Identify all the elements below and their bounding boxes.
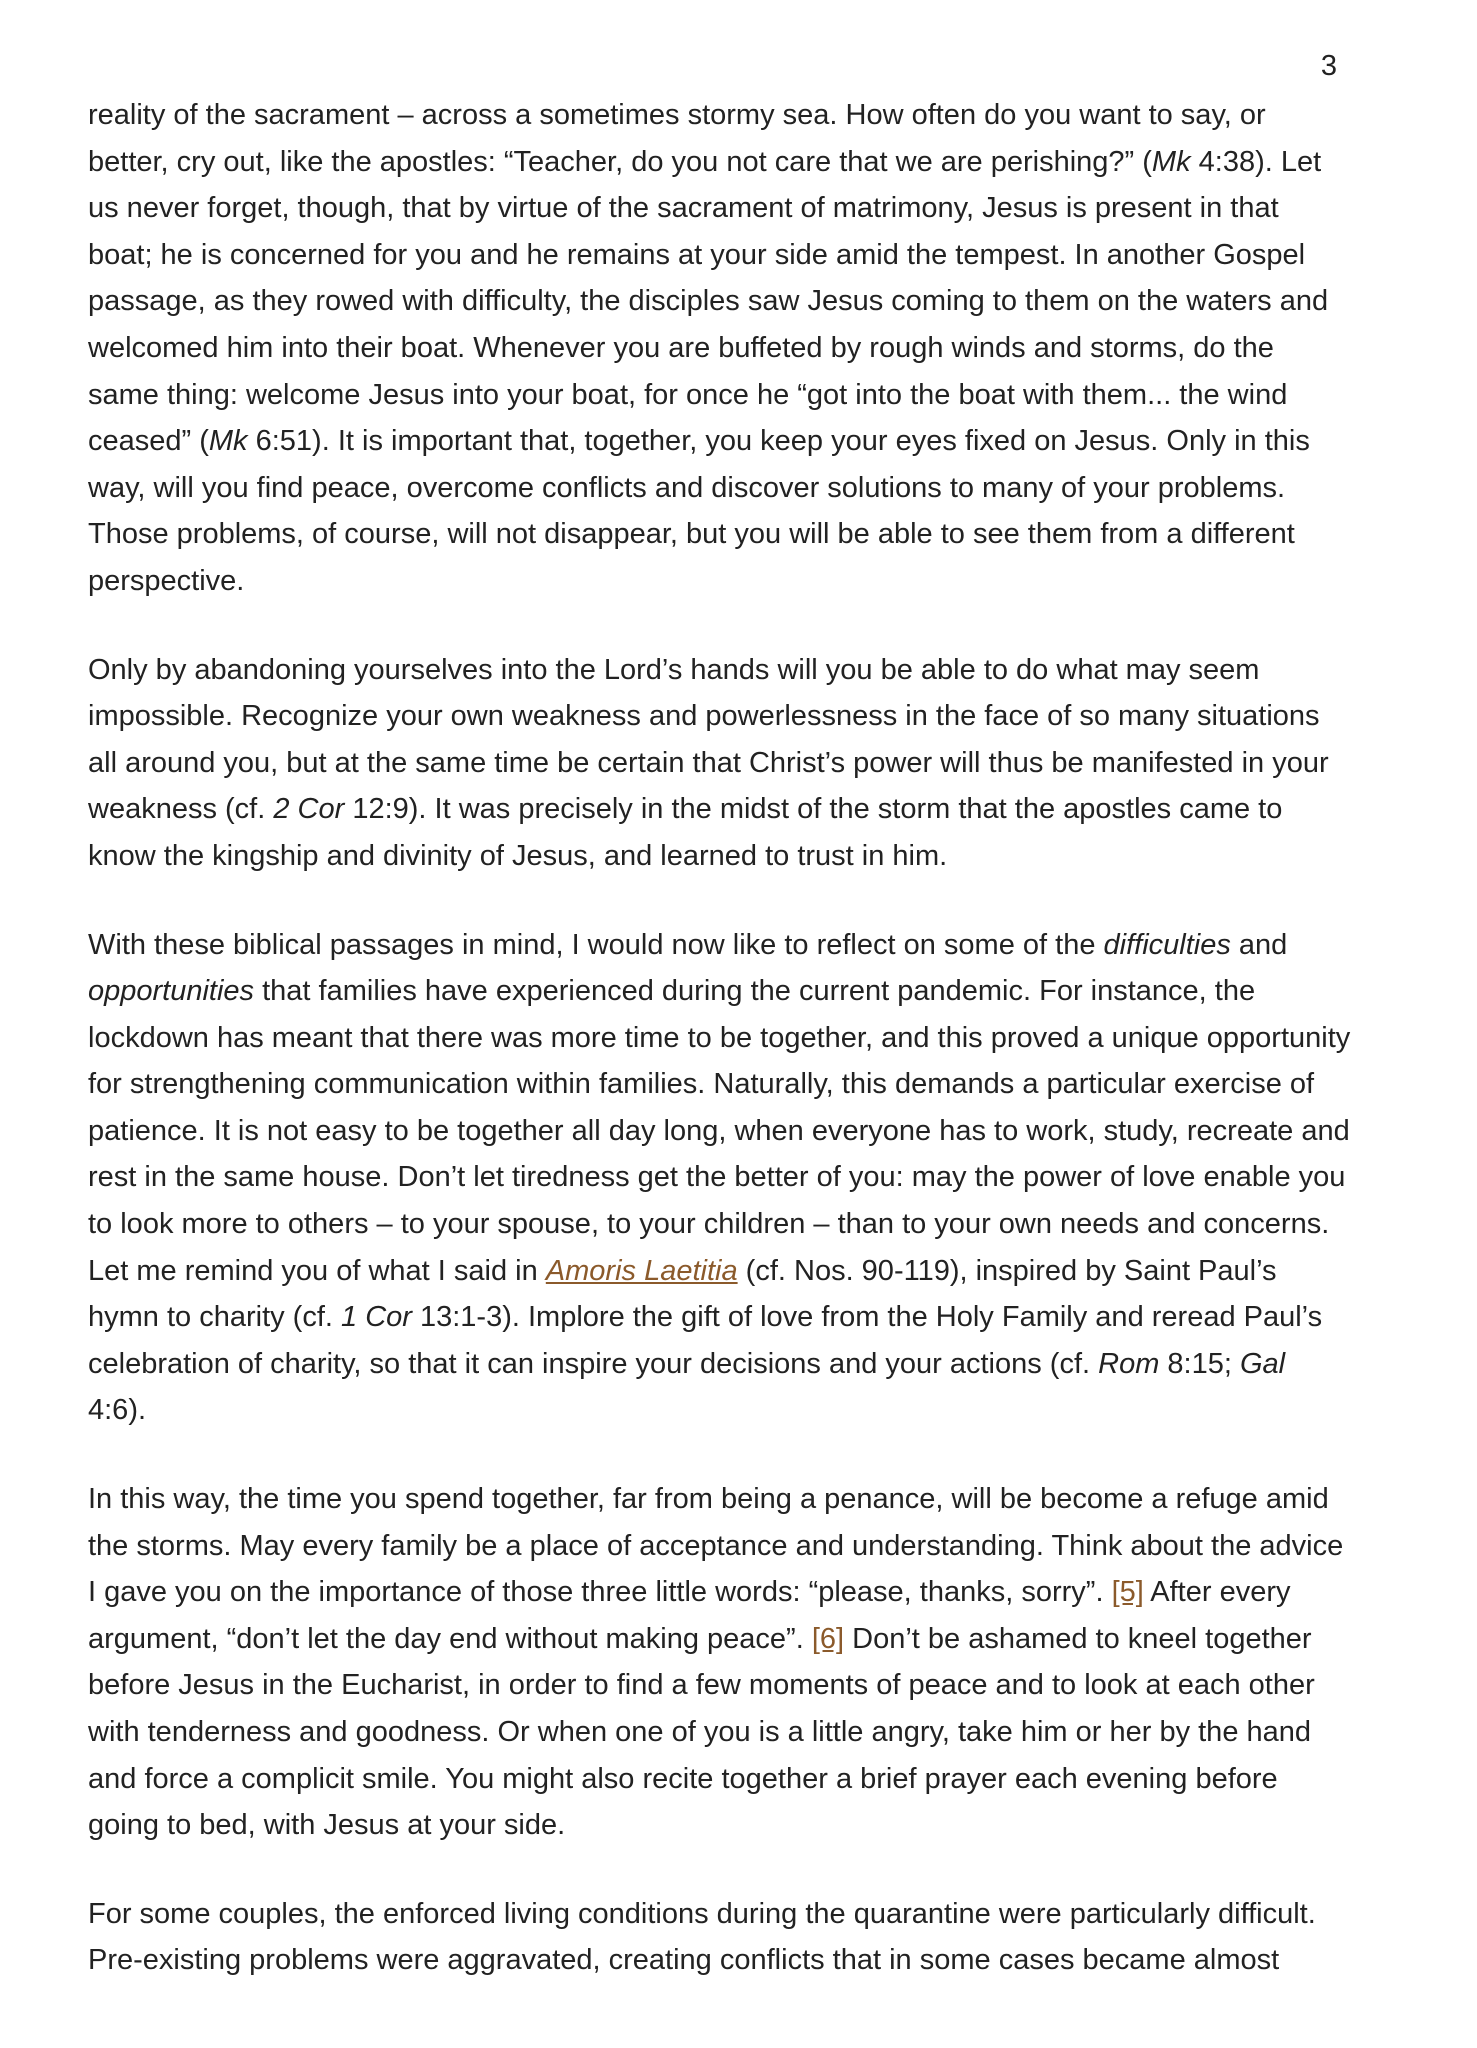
text-segment: Don’t be ashamed to kneel together [844,1622,1312,1655]
text-line [88,1161,1345,1193]
italic-text: 2 Cor [273,793,345,826]
text-segment: way, will you find peace, overcome conflicts and discover solutions to many of your problems. [88,471,1286,504]
text-segment: 6:51). It is important that, together, you keep your eyes fixed on Jesus. Only in this [247,425,1310,458]
text-segment: After every [1143,1576,1291,1609]
paragraph [88,647,1408,880]
text-segment: 4:38). Let [1190,145,1322,178]
text-line [88,565,244,597]
text-line [88,1623,1312,1655]
text-segment: impossible. Recognize your own weakness and powerlessness in the face of so many situations [88,700,1320,733]
document-body [88,92,1408,2026]
text-segment: rest in the same house. Don’t let tiredness get the better of you: may the power of love enable you [88,1161,1346,1194]
text-line [88,840,947,872]
text-line [88,1348,1285,1380]
paragraph [88,922,1408,1435]
text-line [88,1394,146,1426]
text-line [88,1669,1315,1701]
text-line [88,99,1266,131]
text-segment: ceased” ( [88,425,209,458]
text-line [88,975,1255,1007]
text-segment: (cf. Nos. 90-119), inspired by Saint Paul’s [737,1254,1277,1287]
text-segment: reality of the sacrament – across a sometimes stormy sea. How often do you want to say, or [88,99,1266,131]
text-line [88,700,1320,732]
text-segment: I gave you on the importance of those three little words: “please, thanks, sorry”. [88,1576,1112,1609]
text-line [88,654,1259,686]
text-segment: better, cry out, like the apostles: “Teacher, do you not care that we are perishing?” ( [88,145,1152,178]
text-line [88,1208,1329,1240]
text-segment: hymn to charity (cf. [88,1301,342,1334]
text-line [88,1898,1316,1930]
text-segment: 12:9). It was precisely in the midst of the storm that the apostles came to [344,793,1283,826]
text-line [88,239,1305,271]
paragraph [88,1891,1408,1984]
italic-text: Mk [1151,145,1191,178]
text-segment: 8:15; [1159,1347,1240,1380]
italic-text: Rom [1098,1347,1160,1380]
text-line [88,1716,1311,1748]
text-segment: and force a complicit smile. You might also recite together a brief prayer each evening before [88,1762,1278,1795]
page-number: 3 [1320,50,1337,82]
text-segment: going to bed, with Jesus at your side. [88,1809,566,1842]
text-line [88,192,1279,224]
text-segment: Only by abandoning yourselves into the Lord’s hands will you be able to do what may seem [88,653,1260,686]
text-line [88,1255,1277,1287]
text-line [88,1022,1350,1054]
text-segment: all around you, but at the same time be certain that Christ’s power will thus be manifested in your [88,746,1329,779]
text-segment: lockdown has meant that there was more time to be together, and this proved a unique opportunity [88,1021,1351,1054]
text-segment: Those problems, of course, will not disappear, but you will be able to see them from a different [88,518,1295,551]
text-line [88,285,1328,317]
italic-text: Mk [208,425,248,458]
footnote-link[interactable]: [5] [1111,1576,1144,1609]
text-line [88,472,1285,504]
text-segment: know the kingship and divinity of Jesus, and learned to trust in him. [88,839,948,872]
text-segment: welcomed him into their boat. Whenever you are buffeted by rough winds and storms, do the [88,331,1274,364]
text-line [88,518,1295,550]
text-segment: weakness (cf. [88,793,274,826]
text-segment: 13:1-3). Implore the gift of love from the Holy Family and reread Paul’s [411,1301,1323,1334]
text-line [88,1576,1291,1608]
text-segment: same thing: welcome Jesus into your boat, for once he “got into the boat with them... the wind [88,378,1288,411]
text-segment: 4:6). [88,1394,147,1427]
text-segment: before Jesus in the Eucharist, in order to find a few moments of peace and to look at each other [88,1669,1315,1702]
text-line [88,379,1287,411]
text-line [88,747,1329,779]
text-segment: argument, “don’t let the day end without making peace”. [88,1622,812,1655]
text-segment: patience. It is not easy to be together all day long, when everyone has to work, study, recreate and [88,1114,1350,1147]
text-segment: Let me remind you of what I said in [88,1254,546,1287]
text-line [88,1944,1279,1976]
text-segment: With these biblical passages in mind, I would now like to reflect on some of the [88,928,1104,961]
text-segment: for strengthening communication within families. Naturally, this demands a particular exercise of [88,1068,1315,1101]
text-line [88,332,1274,364]
text-segment: the storms. May every family be a place of acceptance and understanding. Think about the advice [88,1529,1344,1562]
text-line [88,1809,565,1841]
text-line [88,1763,1278,1795]
text-line [88,1068,1314,1100]
text-line [88,1301,1322,1333]
paragraph [88,1476,1408,1849]
text-segment: For some couples, the enforced living conditions during the quarantine were particularly difficult. [88,1897,1316,1930]
italic-text: Gal [1240,1347,1286,1380]
text-segment: and [1230,928,1288,961]
paragraph [88,92,1408,605]
footnote-link[interactable]: [6] [811,1622,845,1655]
text-segment: boat; he is concerned for you and he remains at your side amid the tempest. In another Gospel [88,238,1306,271]
text-segment: us never forget, though, that by virtue of the sacrament of matrimony, Jesus is present in that [88,192,1279,225]
text-line [88,1530,1343,1562]
text-line [88,1115,1350,1147]
text-line [88,425,1310,457]
text-line [88,929,1287,961]
text-segment: In this way, the time you spend together, far from being a penance, will be become a refuge amid [88,1483,1329,1516]
text-segment: to look more to others – to your spouse, to your children – than to your own needs and concerns. [88,1208,1330,1241]
text-segment: passage, as they rowed with difficulty, the disciples saw Jesus coming to them on the waters and [88,285,1329,318]
italic-text: opportunities [88,975,255,1008]
text-segment: that families have experienced during the current pandemic. For instance, the [254,975,1256,1008]
text-segment: celebration of charity, so that it can inspire your decisions and your actions (cf. [88,1347,1099,1380]
text-line [88,793,1282,825]
italic-text: difficulties [1103,928,1231,961]
text-segment: perspective. [88,564,245,597]
text-segment: Pre-existing problems were aggravated, creating conflicts that in some cases became almost [88,1944,1280,1977]
document-link[interactable]: Amoris Laetitia [545,1254,738,1287]
italic-text: 1 Cor [341,1301,412,1334]
text-line [88,146,1321,178]
text-line [88,1483,1329,1515]
text-segment: with tenderness and goodness. Or when one of you is a little angry, take him or her by the hand [88,1716,1312,1748]
